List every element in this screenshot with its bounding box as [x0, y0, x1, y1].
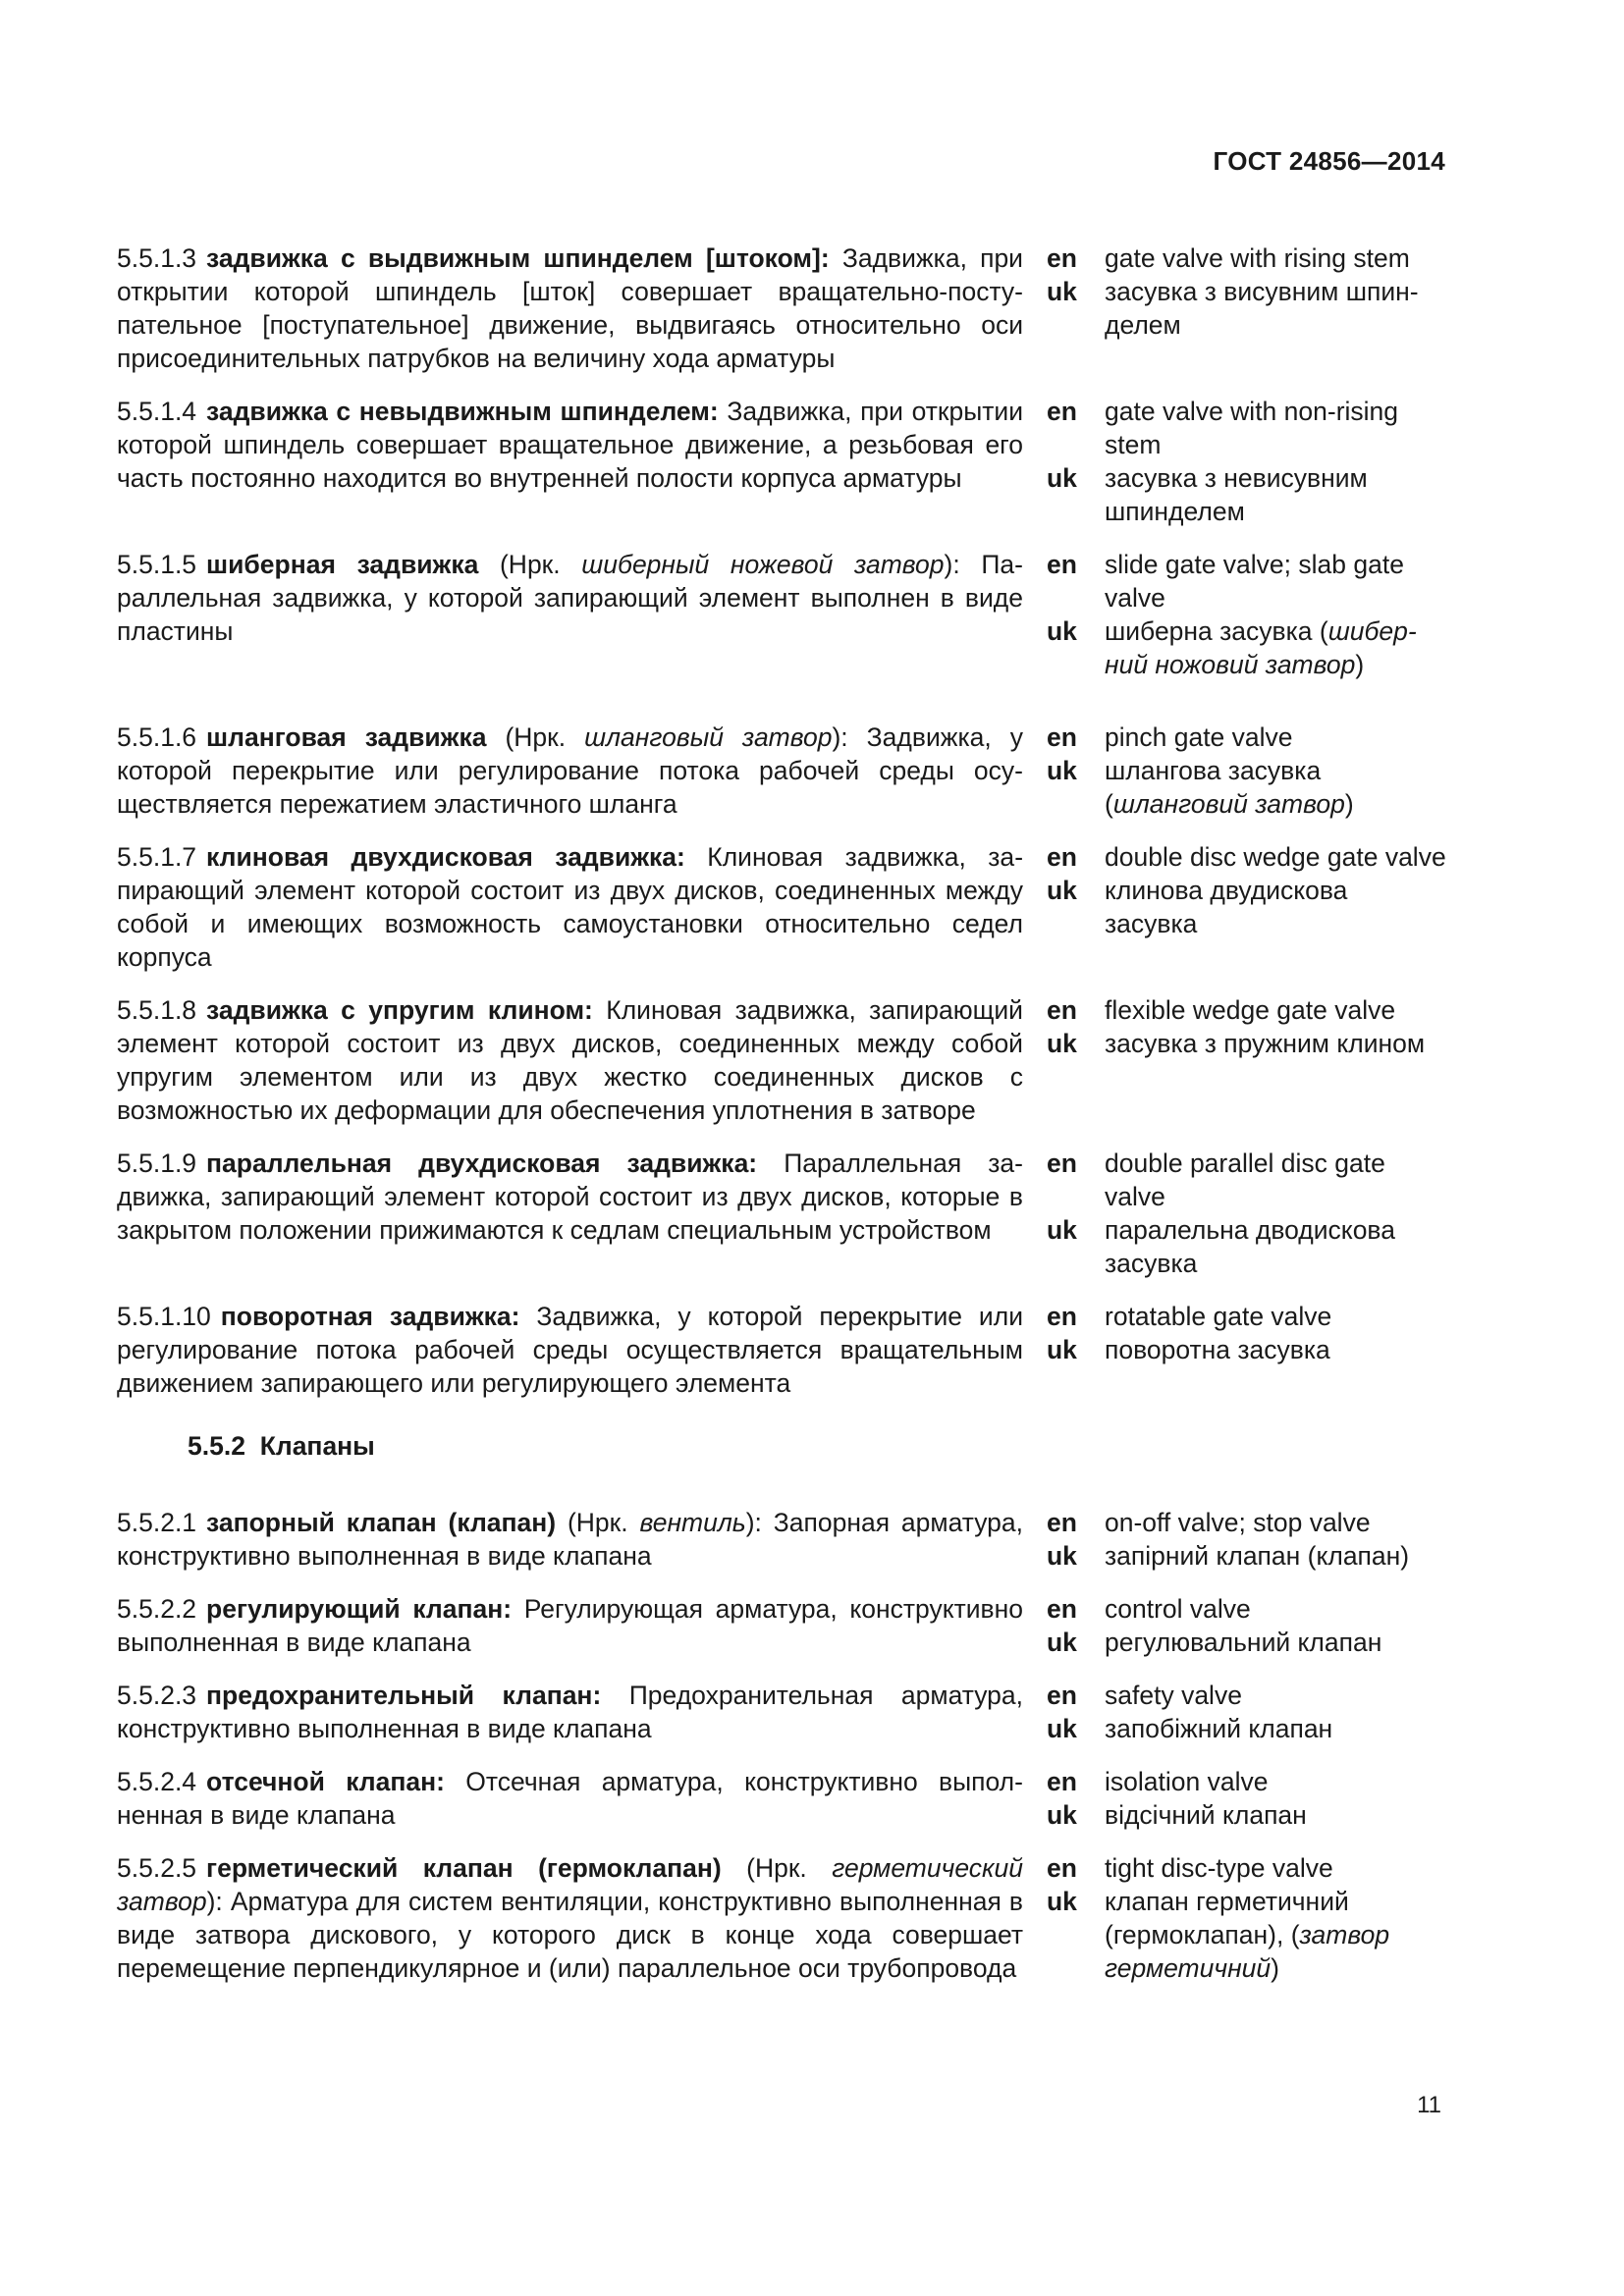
term-entry — [117, 548, 1447, 681]
equivalent-uk: клинова двудискова засувка — [1105, 876, 1348, 938]
term-equivalents — [1047, 1592, 1447, 1659]
term-entry — [117, 1592, 1447, 1659]
page-number: 11 — [1417, 2092, 1441, 2118]
deprecated-term: шиберный ножевой затвор — [581, 550, 945, 579]
lang-code-en: en — [1047, 1853, 1077, 1883]
term-name: шланговая задвижка — [206, 722, 487, 752]
equivalent-en: isolation valve — [1105, 1767, 1269, 1796]
term-number: 5.5.1.5 — [117, 550, 197, 579]
term-entry — [117, 241, 1447, 375]
equivalent-uk: клапан герметичний (гермоклапан), (затвор герметичний) — [1105, 1887, 1390, 1983]
equivalent-uk: регулювальний клапан — [1105, 1628, 1382, 1657]
term-name: запорный клапан (клапан) — [206, 1508, 557, 1537]
lang-code-en: en — [1047, 995, 1077, 1025]
equivalent-en: slide gate valve; slab gate valve — [1105, 550, 1404, 613]
term-description: Регулирующая арматура, конструктивно выполненная в виде клапана — [117, 1594, 1023, 1657]
term-definition — [117, 1300, 1023, 1400]
equivalent-uk: засувка з висувним шпинделем — [1105, 277, 1419, 340]
term-entry — [117, 1300, 1447, 1400]
term-number: 5.5.1.10 — [117, 1302, 211, 1331]
equivalent-en: double disc wedge gate valve — [1105, 842, 1446, 872]
section-heading — [188, 1429, 1447, 1463]
equivalent-uk: засувка з невисувним шпинделем — [1105, 463, 1368, 526]
term-equivalents — [1047, 1679, 1447, 1745]
term-definition — [117, 395, 1023, 528]
equivalent-en: rotatable gate valve — [1105, 1302, 1332, 1331]
term-name: задвижка с невыдвижным шпинделем: — [206, 397, 719, 426]
equivalent-uk: запобіжний клапан — [1105, 1714, 1333, 1743]
section-number: 5.5.2 — [188, 1431, 245, 1461]
equivalent-en: on-off valve; stop valve — [1105, 1508, 1371, 1537]
term-equivalents — [1047, 993, 1447, 1127]
equivalent-en: pinch gate valve — [1105, 722, 1293, 752]
equivalent-uk: засувка з пружним клином — [1105, 1029, 1426, 1058]
lang-code-en: en — [1047, 397, 1077, 426]
equivalent-en: gate valve with non-rising stem — [1105, 397, 1399, 459]
term-equivalents — [1047, 1851, 1447, 1985]
term-entry — [117, 1851, 1447, 1985]
term-entry — [117, 1147, 1447, 1280]
lang-code-uk: uk — [1047, 1541, 1077, 1571]
lang-code-en: en — [1047, 243, 1077, 273]
lang-code-en: en — [1047, 1767, 1077, 1796]
lang-code-uk: uk — [1047, 1215, 1077, 1245]
lang-code-uk: uk — [1047, 756, 1077, 785]
term-equivalents — [1047, 1506, 1447, 1573]
term-entry — [117, 840, 1447, 974]
term-definition: 5.5.2.1 запорный клапан (клапан) (Нрк. вентиль): Запорная арматура, конструктивно выполненная в виде клапана — [117, 1508, 1023, 1571]
lang-code-en: en — [1047, 1594, 1077, 1624]
lang-code-en: en — [1047, 1148, 1077, 1178]
term-description: Параллельная задвижка, запирающий элемент которой состоит из двух дисков, которые в закрытом положении прижимаются к седлам специальным устройством — [117, 1148, 1023, 1245]
term-name: поворотная задвижка: — [220, 1302, 520, 1331]
equivalent-en: flexible wedge gate valve — [1105, 995, 1396, 1025]
term-number: 5.5.2.3 — [117, 1681, 197, 1710]
term-definition: 5.5.1.5 шиберная задвижка (Нрк. шиберный ножевой затвор): Параллельная задвижка, у которой запирающий элемент выполнен в виде пластины — [117, 550, 1023, 646]
equivalent-uk: шиберна засувка (шиберний ножовий затвор) — [1105, 616, 1417, 679]
lang-code-uk: uk — [1047, 616, 1077, 646]
deprecated-term: герметический затвор — [117, 1853, 1023, 1916]
equivalent-en: safety valve — [1105, 1681, 1242, 1710]
lang-code-en: en — [1047, 1681, 1077, 1710]
term-description: Клиновая задвижка, запирающий элемент которой состоит из двух дисков, соединенных между собой и имеющих возможность самоустановки относительно седел корпуса — [117, 842, 1024, 972]
term-number: 5.5.1.9 — [117, 1148, 197, 1178]
lang-code-en: en — [1047, 1302, 1077, 1331]
lang-code-uk: uk — [1047, 277, 1077, 306]
term-description: Задвижка, у которой перекрытие или регулирование потока рабочей среды осуществляется вращательным движением запирающего или регулирующего элемента — [117, 1302, 1023, 1398]
lang-code-uk: uk — [1047, 1628, 1077, 1657]
term-entry — [117, 1765, 1447, 1832]
equivalent-en: gate valve with rising stem — [1105, 243, 1410, 273]
term-equivalents — [1047, 395, 1447, 528]
term-name: клиновая двухдисковая задвижка: — [206, 842, 685, 872]
equivalent-uk: поворотна засувка — [1105, 1335, 1330, 1364]
deprecated-term: шланговый затвор — [584, 722, 833, 752]
term-equivalents — [1047, 840, 1447, 974]
term-description: Отсечная арматура, конструктивно выполненная в виде клапана — [117, 1767, 1023, 1830]
lang-code-en: en — [1047, 842, 1077, 872]
term-definition — [117, 1679, 1023, 1745]
term-number: 5.5.1.8 — [117, 995, 197, 1025]
term-number: 5.5.1.4 — [117, 397, 197, 426]
equivalent-uk: запірний клапан (клапан) — [1105, 1541, 1410, 1571]
lang-code-uk: uk — [1047, 1029, 1077, 1058]
term-equivalents — [1047, 548, 1447, 681]
term-entry — [117, 1506, 1447, 1573]
term-definition — [117, 993, 1023, 1127]
term-name: отсечной клапан: — [206, 1767, 445, 1796]
lang-code-uk: uk — [1047, 876, 1077, 905]
term-description: ): Параллельная задвижка, у которой запирающий элемент выполнен в виде пластины — [117, 550, 1023, 646]
term-equivalents — [1047, 241, 1447, 375]
term-description: Задвижка, при открытии которой шпиндель [шток] совершает вращательно-поступательное [поступательное] движение, выдвигаясь относительно оси присоединительных патрубков на величину хода арматуры — [117, 243, 1023, 373]
lang-code-en: en — [1047, 550, 1077, 579]
term-number: 5.5.1.7 — [117, 842, 197, 872]
equivalent-uk: відсічний клапан — [1105, 1800, 1307, 1830]
lang-code-uk: uk — [1047, 1335, 1077, 1364]
term-description: ): Задвижка, у которой перекрытие или регулирование потока рабочей среды осуществляется пережатием эластичного шланга — [117, 722, 1023, 819]
term-number: 5.5.2.1 — [117, 1508, 197, 1537]
term-definition: 5.5.1.6 шланговая задвижка (Нрк. шланговый затвор): Задвижка, у которой перекрытие или регулирование потока рабочей среды осуществляется пережатием эластичного шланга — [117, 722, 1023, 819]
term-definition — [117, 840, 1023, 974]
term-entry — [117, 721, 1447, 821]
term-name: шиберная задвижка — [206, 550, 479, 579]
term-description: Предохранительная арматура, конструктивно выполненная в виде клапана — [117, 1681, 1024, 1743]
equivalent-en: control valve — [1105, 1594, 1251, 1624]
term-name: герметический клапан (гермоклапан) — [206, 1853, 722, 1883]
section-title: Клапаны — [259, 1431, 375, 1461]
term-description: Задвижка, при открытии которой шпиндель совершает вращательное движение, а резьбовая его часть постоянно находится во внутренней полости корпуса арматуры — [117, 397, 1023, 493]
term-definition — [117, 1765, 1023, 1832]
equivalent-uk: паралельна дводискова засувка — [1105, 1215, 1395, 1278]
term-number: 5.5.2.5 — [117, 1853, 197, 1883]
standard-number: ГОСТ 24856—2014 — [1213, 146, 1445, 176]
term-number: 5.5.1.3 — [117, 243, 197, 273]
equivalent-en: double parallel disc gate valve — [1105, 1148, 1385, 1211]
term-equivalents — [1047, 1765, 1447, 1832]
lang-code-uk: uk — [1047, 1800, 1077, 1830]
lang-code-uk: uk — [1047, 1887, 1077, 1916]
lang-code-uk: uk — [1047, 463, 1077, 493]
term-description: ): Арматура для систем вентиляции, конструктивно выполненная в виде затвора дискового, у которого диск в конце хода совершает перемещение перпендикулярное и (или) параллельное оси трубопровода — [117, 1887, 1023, 1983]
equivalent-uk: шлангова засувка (шланговий затвор) — [1105, 756, 1354, 819]
term-entry — [117, 1679, 1447, 1745]
term-name: задвижка с выдвижным шпинделем [штоком]: — [206, 243, 830, 273]
lang-code-en: en — [1047, 722, 1077, 752]
term-number: 5.5.2.4 — [117, 1767, 197, 1796]
term-name: регулирующий клапан: — [206, 1594, 513, 1624]
lang-code-en: en — [1047, 1508, 1077, 1537]
term-entry — [117, 395, 1447, 528]
term-equivalents — [1047, 721, 1447, 821]
term-definition — [117, 1147, 1023, 1280]
terms-list — [117, 241, 1447, 2004]
term-definition — [117, 241, 1023, 375]
term-description: ): Запорная арматура, конструктивно выполненная в виде клапана — [117, 1508, 1023, 1571]
term-name: задвижка с упругим клином: — [206, 995, 593, 1025]
term-definition — [117, 1592, 1023, 1659]
term-equivalents — [1047, 1300, 1447, 1400]
term-entry — [117, 993, 1447, 1127]
term-number: 5.5.2.2 — [117, 1594, 197, 1624]
equivalent-en: tight disc-type valve — [1105, 1853, 1333, 1883]
deprecated-term: вентиль — [639, 1508, 746, 1537]
term-name: параллельная двухдисковая задвижка: — [206, 1148, 758, 1178]
lang-code-uk: uk — [1047, 1714, 1077, 1743]
term-number: 5.5.1.6 — [117, 722, 197, 752]
term-name: предохранительный клапан: — [206, 1681, 602, 1710]
term-description: Клиновая задвижка, запирающий элемент которой состоит из двух дисков, соединенных между собой упругим элементом или из двух жестко соединенных дисков с возможностью их деформации для обеспечения уплотнения в затворе — [117, 995, 1023, 1125]
term-equivalents — [1047, 1147, 1447, 1280]
term-definition: 5.5.2.5 герметический клапан (гермоклапан) (Нрк. герметический затвор): Арматура для систем вентиляции, конструктивно выполненная в виде затвора дискового, у которого диск в конце хода совершает перемещение перпендикулярное и (или) параллельное оси трубопровода — [117, 1853, 1023, 1983]
